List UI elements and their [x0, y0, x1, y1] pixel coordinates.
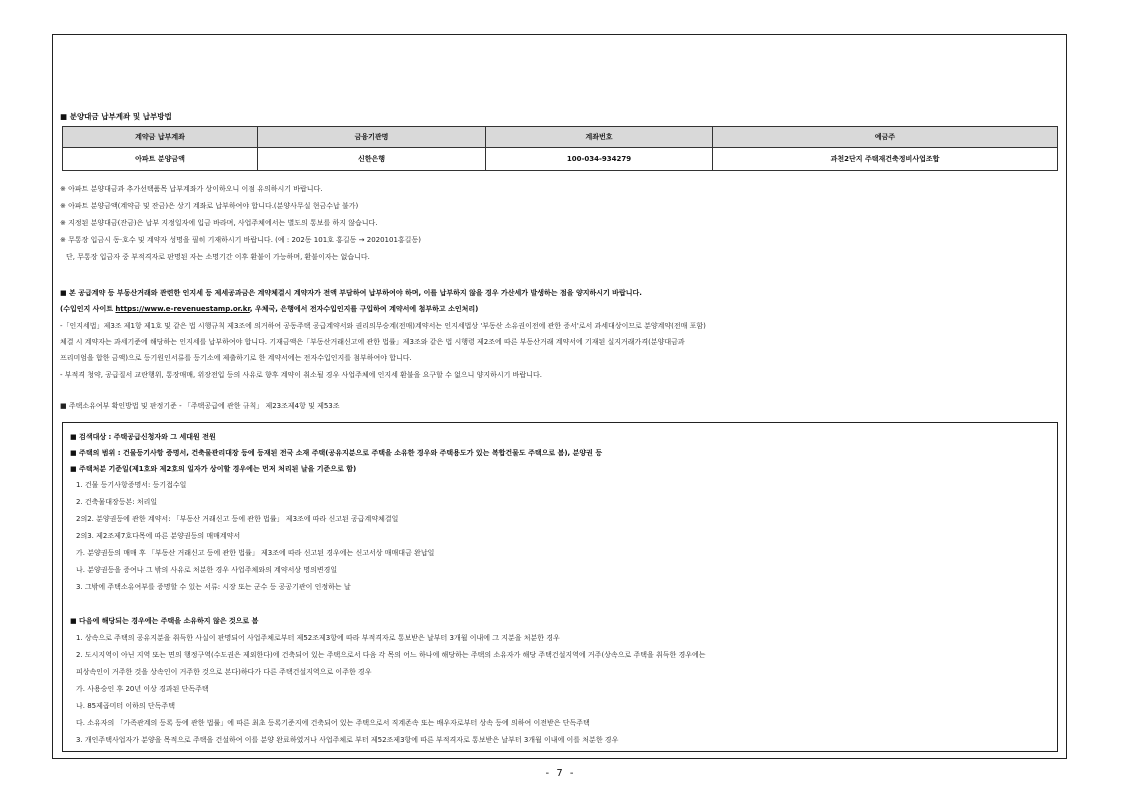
payment-note: ※ 무통장 입금시 동·호수 및 계약자 성명을 필히 기재하시기 바랍니다. (예 : 202동 101호 홍길동 → 2020101홍길동) [60, 236, 421, 244]
payment-note: ※ 아파트 분양금액(계약금 및 잔금)은 상기 계좌로 납부하여야 합니다.(분양사무실 현금수납 불가) [60, 202, 359, 210]
table-header-cell: 계약금 납부계좌 [63, 127, 258, 148]
criteria-line: 가. 분양권등의 매매 후 「부동산 거래신고 등에 관한 법률」 제3조에 따라 신고된 경우에는 신고서상 매매대금 완납일 [76, 549, 435, 557]
table-cell: 과천2단지 주택재건축정비사업조합 [713, 148, 1058, 171]
table-cell: 아파트 분양금액 [63, 148, 258, 171]
table-header-row [63, 127, 1058, 148]
revenuestamp-link[interactable]: https://www.e-revenuestamp.or.kr [115, 305, 250, 313]
criteria-line: 2의2. 분양권등에 관한 계약서: 「부동산 거래신고 등에 관한 법률」 제3조에 따라 신고된 공급계약체결일 [76, 515, 399, 523]
criteria-line: 나. 85제곱미터 이하의 단독주택 [76, 702, 175, 710]
section-title-housing-ownership: ■ 주택소유여부 확인방법 및 판정기준 - 「주택공급에 관한 규칙」 제23조제4항 및 제53조 [60, 402, 340, 410]
stamp-duty-line: 체결 시 계약자는 과세기준에 해당하는 인지세를 납부하여야 합니다. 기재금액은「부동산거래신고에 관한 법률」제3조와 같은 법 시행령 제2조에 따른 부동산거래 계약서에 기재된 실지거래가격(분양대금과 [60, 338, 685, 346]
criteria-line: ■ 검색대상 : 주택공급신청자와 그 세대원 전원 [70, 433, 216, 441]
criteria-line: 1. 상속으로 주택의 공유지분을 취득한 사실이 판명되어 사업주체로부터 제52조제3항에 따라 부적격자로 통보받은 날부터 3개월 이내에 그 지분을 처분한 경우 [76, 634, 560, 642]
criteria-line: ■ 다음에 해당되는 경우에는 주택을 소유하지 않은 것으로 봄 [70, 617, 259, 625]
stamp-duty-subtitle [60, 304, 478, 314]
criteria-line: 2의3. 제2조제7호다목에 따른 분양권등의 매매계약서 [76, 532, 241, 540]
criteria-line: 2. 건축물대장등본: 처리일 [76, 498, 158, 506]
payment-note: 단, 무통장 입금자 중 부적격자로 판명된 자는 소명기간 이후 환불이 가능하며, 환불이자는 없습니다. [66, 253, 370, 261]
section-title-payment: ■ 분양대금 납부계좌 및 납부방법 [60, 112, 172, 121]
payment-account-table [62, 126, 1058, 171]
stamp-duty-line: 프리미엄을 합한 금액)으로 등기원인서류를 등기소에 제출하기로 한 계약서에는 전자수입인지를 첨부하여야 합니다. [60, 354, 412, 362]
criteria-line: 3. 그밖에 주택소유여부를 증명할 수 있는 서류: 시장 또는 군수 등 공공기관이 인정하는 날 [76, 583, 351, 591]
section-title-stamp-duty: ■ 본 공급계약 등 부동산거래와 관련한 인지세 등 제세공과금은 계약체결시 계약자가 전액 부담하여 납부하여야 하며, 이를 납부하지 않을 경우 가산세가 발생하는 점을 양지하시기 바랍니다. [60, 289, 642, 297]
table-cell: 100-034-934279 [486, 148, 713, 171]
subtitle-prefix: (수입인지 사이트 [60, 305, 116, 313]
criteria-line: ■ 주택의 범위 : 건물등기사항 증명서, 건축물관리대장 등에 등재된 전국 소재 주택(공유지분으로 주택을 소유한 경우와 주택용도가 있는 복합건물도 주택으로 봄), 분양권 등 [70, 449, 603, 457]
criteria-line: 가. 사용승인 후 20년 이상 경과된 단독주택 [76, 685, 209, 693]
payment-note: ※ 아파트 분양대금과 추가선택품목 납부계좌가 상이하오니 이점 유의하시기 바랍니다. [60, 185, 323, 193]
stamp-duty-line: -「인지세법」제3조 제1항 제1호 및 같은 법 시행규칙 제3조에 의거하여 공동주택 공급계약서와 권리의무승계(전매)계약서는 인지세법상 '부동산 소유권이전에 관한 증서'로서 과세대상이므로 분양계약(전매 포함) [60, 322, 706, 330]
stamp-duty-line: - 부적격 청약, 공급질서 교란행위, 통장매매, 위장전입 등의 사유로 향후 계약이 취소될 경우 사업주체에 인지세 환불을 요구할 수 없으니 양지하시기 바랍니다. [60, 371, 542, 379]
criteria-line: ■ 주택처분 기준일(제1호와 제2호의 일자가 상이할 경우에는 먼저 처리된 날을 기준으로 함) [70, 465, 357, 473]
payment-note: ※ 지정된 분양대금(잔금)은 납부 지정일자에 입금 바라며, 사업주체에서는 별도의 통보를 하지 않습니다. [60, 219, 378, 227]
table-header-cell: 계좌번호 [486, 127, 713, 148]
subtitle-suffix: , 우체국, 은행에서 전자수입인지를 구입하여 계약서에 첨부하고 소인처리) [249, 305, 479, 313]
table-header-cell: 금융기관명 [258, 127, 486, 148]
criteria-line: 3. 개인주택사업자가 분양을 목적으로 주택을 건설하여 이를 분양 완료하였거나 사업주체로 부터 제52조제3항에 따른 부적격자로 통보받은 날부터 3개월 이내에 이를 처분한 경우 [76, 736, 619, 744]
page-number: - 7 - [545, 768, 576, 779]
criteria-line: 1. 건물 등기사항증명서: 등기접수일 [76, 481, 187, 489]
criteria-line: 피상속인이 거주한 것을 상속인이 거주한 것으로 본다)하다가 다른 주택건설지역으로 이주한 경우 [76, 668, 372, 676]
table-row [63, 148, 1058, 171]
table-header-cell: 예금주 [713, 127, 1058, 148]
criteria-line: 2. 도시지역이 아닌 지역 또는 면의 행정구역(수도권은 제외한다)에 건축되어 있는 주택으로서 다음 각 목의 어느 하나에 해당하는 주택의 소유자가 해당 주택건설지역에 거주(상속으로 주택을 취득한 경우에는 [76, 651, 706, 659]
criteria-line: 나. 분양권등을 증여나 그 밖의 사유로 처분한 경우 사업주체와의 계약서상 명의변경일 [76, 566, 338, 574]
table-cell: 신한은행 [258, 148, 486, 171]
criteria-line: 다. 소유자의 「가족관계의 등록 등에 관한 법률」에 따른 최초 등록기준지에 건축되어 있는 주택으로서 직계존속 또는 배우자로부터 상속 등에 의하여 이전받은 단독주택 [76, 719, 590, 727]
